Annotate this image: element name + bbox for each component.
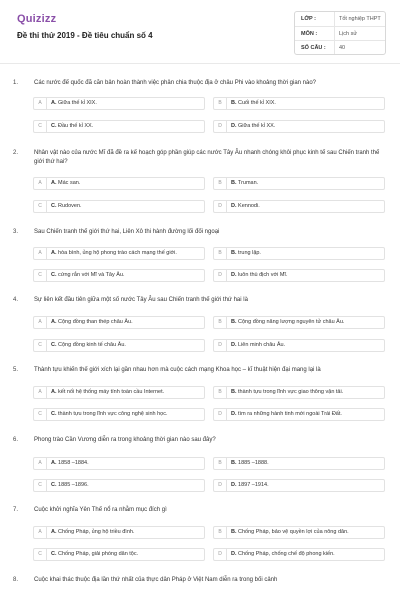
question-text: Nhân vật nào của nước Mĩ đã đề ra kế hoạch góp phần giúp các nước Tây Âu nhanh chóng khôi phục kinh tế sau Chiến tranh thế giới thứ hai? bbox=[34, 150, 380, 165]
option-text: B. Cộng đồng năng lượng nguyên tử châu Âu. bbox=[231, 319, 345, 325]
option-d[interactable] bbox=[213, 339, 385, 352]
option-letter: D bbox=[214, 549, 227, 560]
option-d[interactable] bbox=[213, 269, 385, 282]
option-a[interactable] bbox=[33, 386, 205, 399]
option-letter: A bbox=[34, 178, 47, 189]
option-text: D. Kennodi. bbox=[231, 203, 260, 209]
option-c[interactable] bbox=[33, 200, 205, 213]
option-letter: B bbox=[214, 317, 227, 328]
option-c[interactable] bbox=[33, 479, 205, 492]
option-text: D. Chống Pháp, chống chế độ phong kiến. bbox=[231, 551, 335, 557]
option-letter: D bbox=[214, 480, 227, 491]
exam-title: Đề thi thử 2019 - Đề tiêu chuẩn số 4 bbox=[17, 31, 153, 40]
info-row-class bbox=[295, 12, 385, 26]
question-text: Thành tựu khiến thế giới xích lại gần nhau hơn mà cuộc cách mạng Khoa học – kĩ thuật hiện đại mang lại là bbox=[34, 367, 321, 373]
option-c[interactable] bbox=[33, 548, 205, 561]
option-letter: A bbox=[34, 317, 47, 328]
question-number: 5. bbox=[13, 367, 19, 373]
option-letter: A bbox=[34, 527, 47, 538]
option-text: C. thành tựu trong lĩnh vực công nghệ sinh học. bbox=[51, 411, 168, 417]
info-row-question-count bbox=[295, 40, 385, 55]
option-text: C. Cộng đồng kinh tế châu Âu. bbox=[51, 342, 126, 348]
option-letter: D bbox=[214, 201, 227, 212]
option-letter: A bbox=[34, 387, 47, 398]
option-letter: B bbox=[214, 178, 227, 189]
question-text: Sau Chiến tranh thế giới thứ hai, Liên Xô thi hành đường lối đối ngoại bbox=[34, 229, 220, 235]
subject-value: Lịch sử bbox=[339, 31, 358, 37]
option-a[interactable] bbox=[33, 97, 205, 110]
option-letter: B bbox=[214, 387, 227, 398]
option-letter: C bbox=[34, 409, 47, 420]
option-d[interactable] bbox=[213, 408, 385, 421]
option-text: D. 1897 –1914. bbox=[231, 482, 269, 488]
question-number: 3. bbox=[13, 229, 19, 235]
subject-label: MÔN : bbox=[301, 31, 318, 37]
option-c[interactable] bbox=[33, 120, 205, 133]
question-text: Cuộc khởi nghĩa Yên Thế nổ ra nhằm mục đích gì bbox=[34, 507, 167, 513]
question-number: 2. bbox=[13, 150, 19, 156]
option-letter: B bbox=[214, 98, 227, 109]
option-a[interactable] bbox=[33, 247, 205, 260]
option-letter: A bbox=[34, 248, 47, 259]
option-letter: C bbox=[34, 201, 47, 212]
question-number: 8. bbox=[13, 577, 19, 583]
class-label: LỚP : bbox=[301, 16, 316, 22]
header-divider bbox=[0, 63, 400, 64]
info-row-subject bbox=[295, 26, 385, 41]
option-b[interactable] bbox=[213, 526, 385, 539]
option-c[interactable] bbox=[33, 408, 205, 421]
option-letter: C bbox=[34, 480, 47, 491]
question-text: Các nước đế quốc đã căn bản hoàn thành việc phân chia thuộc địa ở châu Phi vào khoảng thời gian nào? bbox=[34, 80, 317, 86]
option-text: A. kết nối hệ thống máy tính toàn cầu Internet. bbox=[51, 389, 165, 395]
option-text: A. 1858 –1884. bbox=[51, 460, 89, 466]
option-text: C. cứng rắn với Mĩ và Tây Âu. bbox=[51, 272, 125, 278]
question-number: 6. bbox=[13, 437, 19, 443]
question-count-label: SỐ CÂU : bbox=[301, 45, 326, 51]
option-text: C. Chống Pháp, giải phóng dân tộc. bbox=[51, 551, 139, 557]
option-text: D. Liên minh châu Âu. bbox=[231, 342, 286, 348]
question-text: Phong trào Cần Vương diễn ra trong khoảng thời gian nào sau đây? bbox=[34, 437, 216, 443]
option-b[interactable] bbox=[213, 247, 385, 260]
option-b[interactable] bbox=[213, 316, 385, 329]
option-text: C. Đầu thế kỉ XX. bbox=[51, 123, 94, 129]
option-letter: B bbox=[214, 458, 227, 469]
option-text: C. 1885 –1896. bbox=[51, 482, 89, 488]
option-text: B. Cuối thế kỉ XIX. bbox=[231, 100, 276, 106]
option-letter: C bbox=[34, 549, 47, 560]
option-c[interactable] bbox=[33, 269, 205, 282]
option-text: B. thành tựu trong lĩnh vực giao thông vận tải. bbox=[231, 389, 344, 395]
question-number: 1. bbox=[13, 80, 19, 86]
question-number: 4. bbox=[13, 297, 19, 303]
option-text: D. tìm ra những hành tinh mới ngoài Trái Đất. bbox=[231, 411, 342, 417]
quizizz-logo: Quizizz bbox=[17, 13, 57, 25]
option-b[interactable] bbox=[213, 177, 385, 190]
option-a[interactable] bbox=[33, 457, 205, 470]
option-b[interactable] bbox=[213, 457, 385, 470]
option-text: A. Mác san. bbox=[51, 180, 81, 186]
option-letter: B bbox=[214, 248, 227, 259]
option-text: B. Chống Pháp, bảo vệ quyền lợi của nông dân. bbox=[231, 529, 349, 535]
option-text: C. Rudoven. bbox=[51, 203, 82, 209]
option-letter: C bbox=[34, 340, 47, 351]
question-count-value: 40 bbox=[339, 45, 346, 51]
option-text: A. Cộng đồng than thép châu Âu. bbox=[51, 319, 133, 325]
question-text: Sự liên kết đầu tiên giữa một số nước Tây Âu sau Chiến tranh thế giới thứ hai là bbox=[34, 297, 248, 303]
option-text: B. 1885 –1888. bbox=[231, 460, 269, 466]
option-text: A. hòa bình, ủng hộ phong trào cách mạng thế giới. bbox=[51, 250, 177, 256]
exam-info-box bbox=[294, 11, 386, 55]
option-text: B. trung lập. bbox=[231, 250, 261, 256]
option-a[interactable] bbox=[33, 316, 205, 329]
option-text: A. Giữa thế kỉ XIX. bbox=[51, 100, 97, 106]
option-a[interactable] bbox=[33, 177, 205, 190]
option-letter: A bbox=[34, 458, 47, 469]
option-letter: D bbox=[214, 340, 227, 351]
option-letter: D bbox=[214, 409, 227, 420]
option-letter: C bbox=[34, 121, 47, 132]
question-text: Cuộc khai thác thuộc địa lần thứ nhất của thực dân Pháp ở Việt Nam diễn ra trong bối cảnh bbox=[34, 577, 278, 583]
option-letter: D bbox=[214, 121, 227, 132]
option-b[interactable] bbox=[213, 386, 385, 399]
class-value: Tốt nghiệp THPT bbox=[339, 16, 381, 22]
option-c[interactable] bbox=[33, 339, 205, 352]
option-letter: A bbox=[34, 98, 47, 109]
option-letter: B bbox=[214, 527, 227, 538]
option-b[interactable] bbox=[213, 97, 385, 110]
option-letter: D bbox=[214, 270, 227, 281]
option-d[interactable] bbox=[213, 120, 385, 133]
option-d[interactable] bbox=[213, 548, 385, 561]
option-text: D. Giữa thế kỉ XX. bbox=[231, 123, 276, 129]
worksheet-header bbox=[0, 0, 400, 70]
option-d[interactable] bbox=[213, 200, 385, 213]
question-number: 7. bbox=[13, 507, 19, 513]
option-text: B. Truman. bbox=[231, 180, 259, 186]
option-letter: C bbox=[34, 270, 47, 281]
option-text: D. luôn thù địch với Mĩ. bbox=[231, 272, 288, 278]
option-a[interactable] bbox=[33, 526, 205, 539]
option-text: A. Chống Pháp, ủng hộ triều đình. bbox=[51, 529, 135, 535]
option-d[interactable] bbox=[213, 479, 385, 492]
